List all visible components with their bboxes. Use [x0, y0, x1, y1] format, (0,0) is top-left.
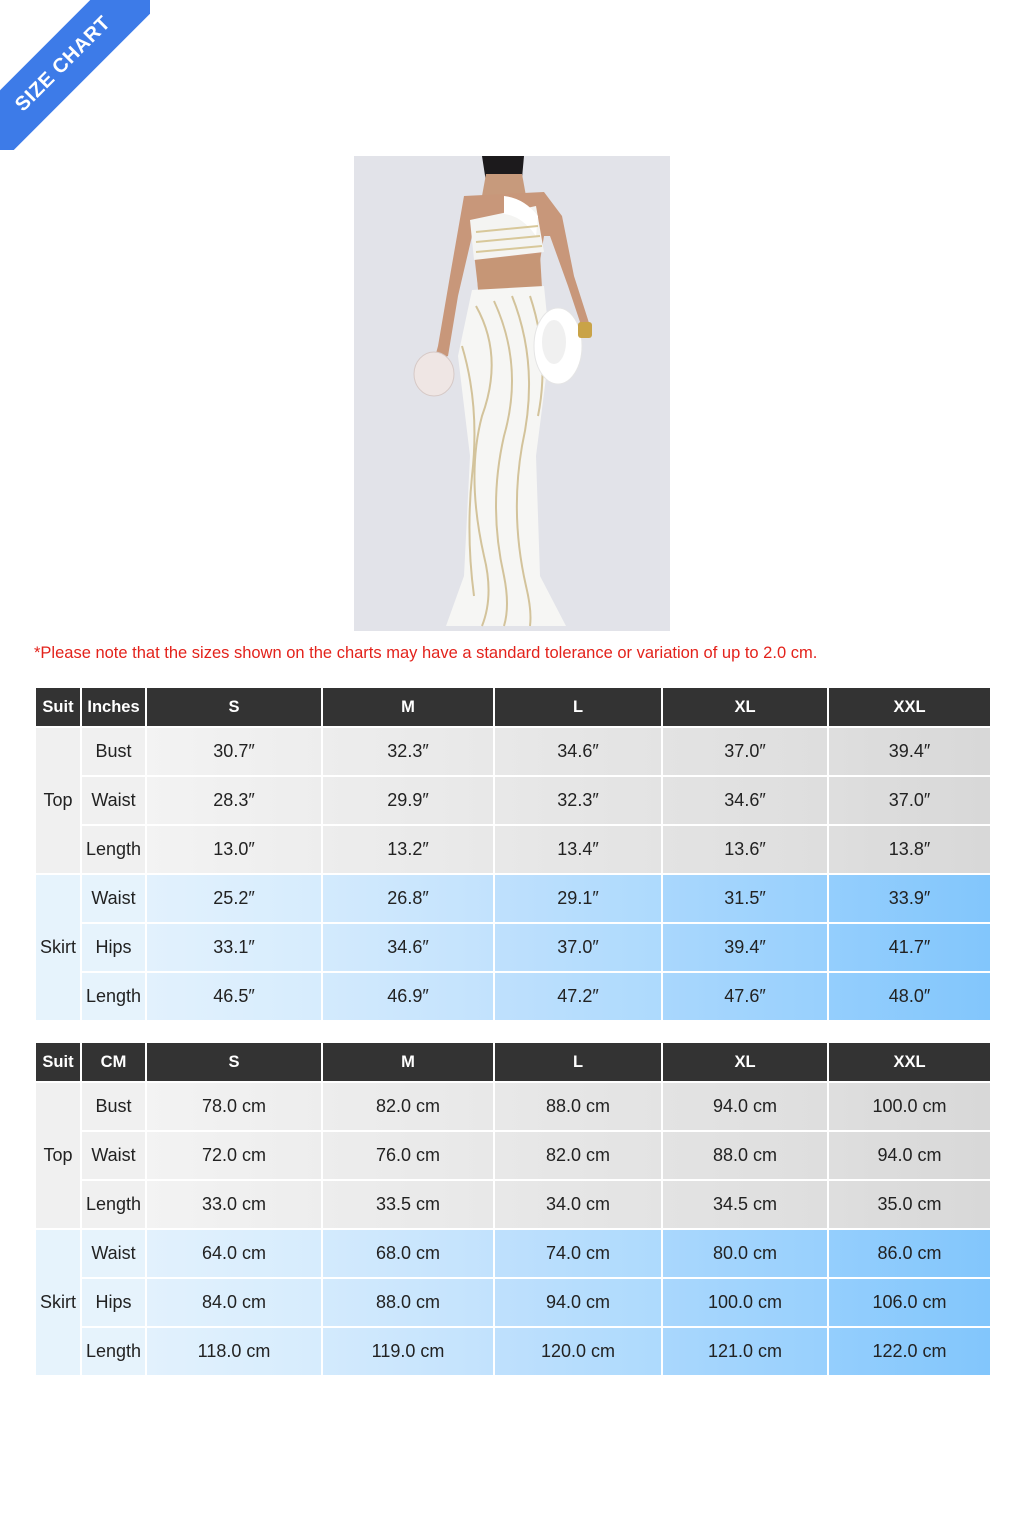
table-header-row — [36, 1043, 990, 1081]
measure-label: Waist — [82, 1132, 145, 1179]
size-value-cell: 64.0 cm — [147, 1230, 321, 1277]
measure-label: Hips — [82, 1279, 145, 1326]
size-value-cell: 33.5 cm — [323, 1181, 493, 1228]
measure-label: Length — [82, 1181, 145, 1228]
size-value-cell: 47.2″ — [495, 973, 661, 1020]
measure-label: Waist — [82, 875, 145, 922]
size-value-cell: 88.0 cm — [495, 1083, 661, 1130]
table-row — [36, 777, 990, 824]
size-value-cell: 29.1″ — [495, 875, 661, 922]
table-row — [36, 875, 990, 922]
cm-size-table — [34, 1041, 992, 1377]
size-value-cell: 13.2″ — [323, 826, 493, 873]
group-label: Skirt — [36, 1230, 80, 1375]
table-row — [36, 1279, 990, 1326]
size-value-cell: 72.0 cm — [147, 1132, 321, 1179]
size-value-cell: 26.8″ — [323, 875, 493, 922]
measure-label: Waist — [82, 1230, 145, 1277]
size-value-cell: 34.6″ — [663, 777, 827, 824]
size-value-cell: 46.9″ — [323, 973, 493, 1020]
table-header-row — [36, 688, 990, 726]
size-value-cell: 88.0 cm — [323, 1279, 493, 1326]
size-value-cell: 82.0 cm — [495, 1132, 661, 1179]
size-value-cell: 100.0 cm — [663, 1279, 827, 1326]
column-header: XXL — [829, 1043, 990, 1081]
size-value-cell: 68.0 cm — [323, 1230, 493, 1277]
size-value-cell: 34.0 cm — [495, 1181, 661, 1228]
size-value-cell: 41.7″ — [829, 924, 990, 971]
size-value-cell: 32.3″ — [495, 777, 661, 824]
measure-label: Length — [82, 1328, 145, 1375]
size-value-cell: 94.0 cm — [663, 1083, 827, 1130]
column-header: Suit — [36, 1043, 80, 1081]
table-row — [36, 924, 990, 971]
size-value-cell: 47.6″ — [663, 973, 827, 1020]
size-value-cell: 34.5 cm — [663, 1181, 827, 1228]
size-value-cell: 34.6″ — [495, 728, 661, 775]
size-value-cell: 39.4″ — [663, 924, 827, 971]
size-value-cell: 37.0″ — [663, 728, 827, 775]
size-value-cell: 33.1″ — [147, 924, 321, 971]
inches-size-table — [34, 686, 992, 1022]
size-value-cell: 80.0 cm — [663, 1230, 827, 1277]
group-label: Top — [36, 1083, 80, 1228]
size-value-cell: 120.0 cm — [495, 1328, 661, 1375]
size-value-cell: 37.0″ — [495, 924, 661, 971]
size-value-cell: 48.0″ — [829, 973, 990, 1020]
column-header: M — [323, 1043, 493, 1081]
size-chart-ribbon — [0, 0, 150, 150]
table-row — [36, 728, 990, 775]
measure-label: Length — [82, 973, 145, 1020]
size-value-cell: 13.8″ — [829, 826, 990, 873]
measure-label: Length — [82, 826, 145, 873]
column-header: Suit — [36, 688, 80, 726]
size-value-cell: 39.4″ — [829, 728, 990, 775]
column-header: XL — [663, 688, 827, 726]
size-value-cell: 28.3″ — [147, 777, 321, 824]
size-value-cell: 37.0″ — [829, 777, 990, 824]
measure-label: Waist — [82, 777, 145, 824]
column-header: CM — [82, 1043, 145, 1081]
table-row — [36, 973, 990, 1020]
size-value-cell: 106.0 cm — [829, 1279, 990, 1326]
table-row — [36, 1328, 990, 1375]
tolerance-note: *Please note that the sizes shown on the charts may have a standard tolerance or variation of up to 2.0 cm. — [34, 644, 818, 662]
size-value-cell: 94.0 cm — [495, 1279, 661, 1326]
size-value-cell: 35.0 cm — [829, 1181, 990, 1228]
size-value-cell: 33.9″ — [829, 875, 990, 922]
size-value-cell: 119.0 cm — [323, 1328, 493, 1375]
size-value-cell: 84.0 cm — [147, 1279, 321, 1326]
size-value-cell: 13.6″ — [663, 826, 827, 873]
group-label: Top — [36, 728, 80, 873]
size-value-cell: 121.0 cm — [663, 1328, 827, 1375]
table-row — [36, 826, 990, 873]
product-photo — [354, 156, 670, 631]
size-value-cell: 118.0 cm — [147, 1328, 321, 1375]
size-value-cell: 82.0 cm — [323, 1083, 493, 1130]
size-value-cell: 33.0 cm — [147, 1181, 321, 1228]
model-illustration — [354, 156, 670, 631]
size-value-cell: 46.5″ — [147, 973, 321, 1020]
size-value-cell: 122.0 cm — [829, 1328, 990, 1375]
size-value-cell: 13.0″ — [147, 826, 321, 873]
size-value-cell: 100.0 cm — [829, 1083, 990, 1130]
measure-label: Bust — [82, 1083, 145, 1130]
measure-label: Bust — [82, 728, 145, 775]
table-row — [36, 1132, 990, 1179]
measure-label: Hips — [82, 924, 145, 971]
column-header: XXL — [829, 688, 990, 726]
column-header: S — [147, 688, 321, 726]
size-value-cell: 32.3″ — [323, 728, 493, 775]
column-header: XL — [663, 1043, 827, 1081]
size-value-cell: 88.0 cm — [663, 1132, 827, 1179]
size-value-cell: 94.0 cm — [829, 1132, 990, 1179]
size-value-cell: 34.6″ — [323, 924, 493, 971]
size-value-cell: 13.4″ — [495, 826, 661, 873]
size-value-cell: 30.7″ — [147, 728, 321, 775]
column-header: L — [495, 688, 661, 726]
size-value-cell: 76.0 cm — [323, 1132, 493, 1179]
size-value-cell: 25.2″ — [147, 875, 321, 922]
table-row — [36, 1083, 990, 1130]
column-header: M — [323, 688, 493, 726]
group-label: Skirt — [36, 875, 80, 1020]
column-header: L — [495, 1043, 661, 1081]
size-value-cell: 78.0 cm — [147, 1083, 321, 1130]
size-value-cell: 29.9″ — [323, 777, 493, 824]
size-value-cell: 31.5″ — [663, 875, 827, 922]
size-value-cell: 86.0 cm — [829, 1230, 990, 1277]
column-header: Inches — [82, 688, 145, 726]
table-row — [36, 1181, 990, 1228]
table-row — [36, 1230, 990, 1277]
ribbon-label: SIZE CHART — [0, 0, 150, 150]
column-header: S — [147, 1043, 321, 1081]
size-value-cell: 74.0 cm — [495, 1230, 661, 1277]
